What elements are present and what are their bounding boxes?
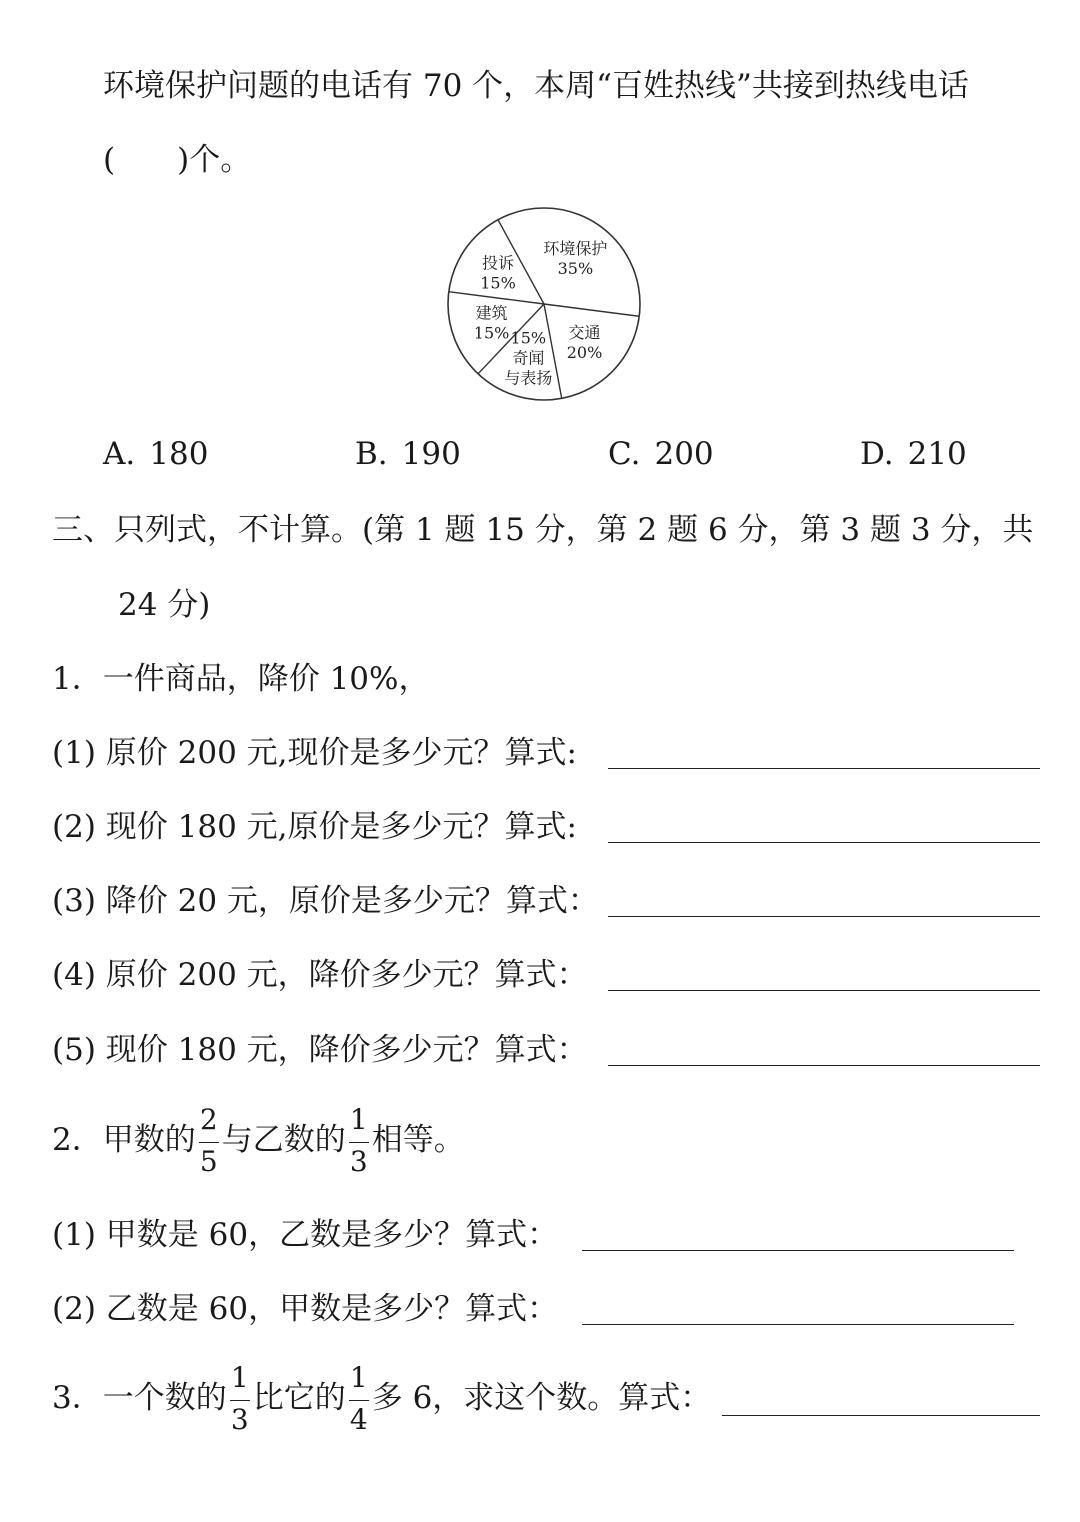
section-heading-line1: 三、只列式，不计算。(第 1 题 15 分，第 2 题 6 分，第 3 题 3 分，共	[52, 512, 1034, 548]
pie-slice-label-0-1: 35%	[557, 259, 594, 279]
q3-stem-part-c: 多 6，求这个数。算式：	[371, 1380, 712, 1416]
fraction-numerator: 2	[199, 1102, 218, 1136]
fraction-two-fifths	[198, 1102, 220, 1178]
q1-stem: 1．一件商品，降价 10%，	[52, 661, 430, 697]
q2-stem-part-b: 与乙数的	[221, 1122, 346, 1158]
q2-stem	[52, 1102, 465, 1178]
pie-slice-label-3-0: 建筑	[475, 303, 508, 323]
option-b[interactable]	[355, 436, 461, 472]
pie-slice-label-0-0: 环境保护	[543, 239, 608, 259]
q1-item-3: (3) 降价 20 元，原价是多少元？算式：	[52, 883, 599, 919]
option-d-letter: D.	[860, 436, 894, 472]
pie-slice-label-2-2: 与表扬	[504, 368, 553, 388]
option-a-value: 180	[149, 436, 209, 472]
pie-slice-label-4-1: 15%	[480, 273, 516, 293]
q2-stem-part-c: 相等。	[371, 1122, 465, 1158]
q1-item-2: (2) 现价 180 元,原价是多少元？算式:	[52, 809, 577, 845]
pie-slice-label-1-1: 20%	[566, 343, 603, 363]
fraction-numerator: 1	[349, 1102, 368, 1136]
fraction-one-third	[229, 1360, 251, 1436]
q3-answer-line[interactable]	[722, 1415, 1040, 1416]
option-d[interactable]	[860, 436, 967, 472]
q1-answer-line-3[interactable]	[608, 916, 1040, 917]
option-a-letter: A.	[103, 436, 136, 472]
pie-slice-label-3-1: 15%	[473, 323, 510, 343]
option-d-value: 210	[907, 436, 967, 472]
fraction-one-third	[348, 1102, 370, 1178]
fraction-denominator: 5	[199, 1144, 218, 1178]
option-c-value: 200	[654, 436, 714, 472]
pie-slice-label-2-1: 奇闻	[512, 348, 545, 368]
option-c[interactable]	[608, 436, 714, 472]
pie-slice-label-4-0: 投诉	[482, 253, 515, 273]
q1-item-5: (5) 现价 180 元，降价多少元？算式：	[52, 1032, 588, 1068]
pie-chart-body	[448, 208, 640, 400]
q3-stem-part-a: 3．一个数的	[52, 1380, 227, 1416]
pie-slice-label-1-0: 交通	[568, 323, 601, 343]
q2-stem-part-a: 2．甲数的	[52, 1122, 196, 1158]
q2-answer-line-1[interactable]	[582, 1250, 1014, 1251]
option-a[interactable]	[103, 436, 208, 472]
q1-answer-line-5[interactable]	[608, 1065, 1040, 1066]
q1-item-4: (4) 原价 200 元，降价多少元？算式：	[52, 957, 588, 993]
question-text-line2: ( )个。	[103, 142, 252, 178]
fraction-numerator: 1	[230, 1360, 249, 1394]
q3-stem-part-b: 比它的	[252, 1380, 346, 1416]
option-b-value: 190	[401, 436, 461, 472]
question-text-line1: 环境保护问题的电话有 70 个，本周“百姓热线”共接到热线电话	[103, 68, 969, 104]
option-b-letter: B.	[355, 436, 388, 472]
fraction-numerator: 1	[349, 1360, 368, 1394]
q1-answer-line-4[interactable]	[608, 990, 1040, 991]
fraction-one-fourth	[348, 1360, 370, 1436]
q1-answer-line-1[interactable]	[608, 768, 1040, 769]
q2-item-2: (2) 乙数是 60，甲数是多少？算式：	[52, 1291, 559, 1327]
fraction-denominator: 3	[230, 1402, 249, 1436]
q1-item-1: (1) 原价 200 元,现价是多少元？算式:	[52, 735, 577, 771]
pie-slice-label-2-0: 15%	[510, 328, 547, 348]
q2-answer-line-2[interactable]	[582, 1324, 1014, 1325]
pie-chart	[425, 200, 665, 410]
fraction-denominator: 3	[349, 1144, 368, 1178]
fraction-denominator: 4	[349, 1402, 368, 1436]
q2-item-1: (1) 甲数是 60，乙数是多少？算式：	[52, 1217, 559, 1253]
q3-stem	[52, 1360, 712, 1436]
section-heading-line2: 24 分)	[118, 587, 211, 623]
q1-answer-line-2[interactable]	[608, 842, 1040, 843]
option-c-letter: C.	[608, 436, 641, 472]
